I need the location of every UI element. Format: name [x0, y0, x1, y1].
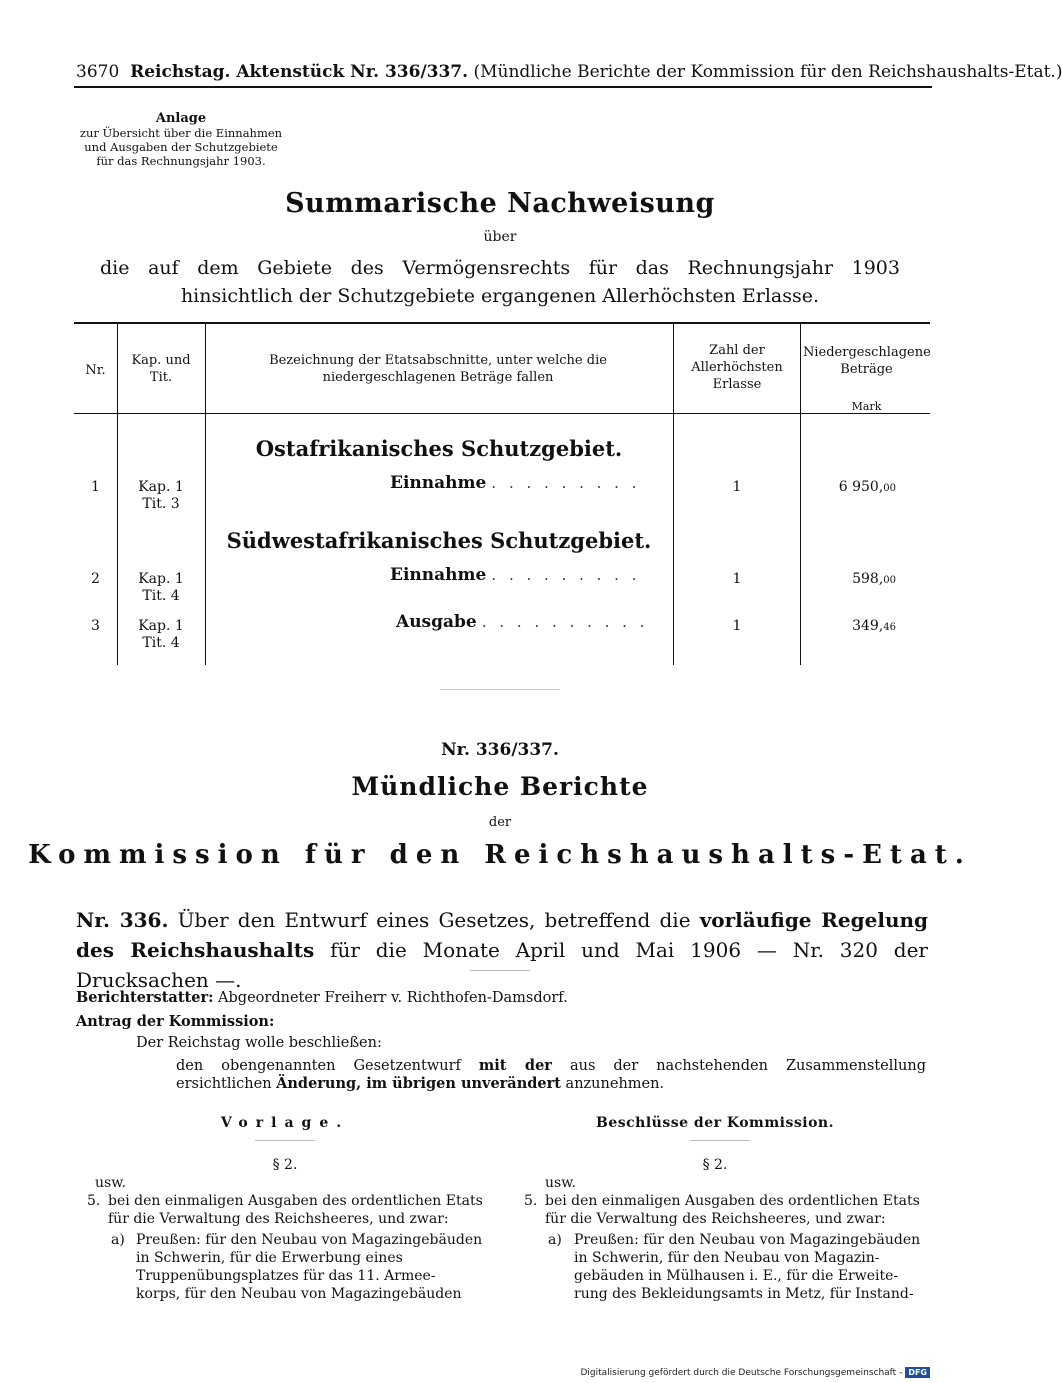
separator-rule [255, 1140, 315, 1141]
table-col-divider [673, 323, 674, 665]
nachweisung-subtitle: die auf dem Gebiete des Vermögensrechts für das Rechnungsjahr 1903 hinsichtlich der Schutzgebiete ergangenen Allerhöchsten Erlasse. [100, 257, 900, 307]
vorlage-usw: usw. [95, 1175, 126, 1191]
antrag-text: den obengenannten Gesetzentwurf [176, 1058, 479, 1074]
row-kap: Kap. 1 [138, 618, 184, 634]
running-title: Reichstag. Aktenstück Nr. 336/337. [130, 62, 469, 82]
row-label-group [396, 612, 648, 632]
row-amount-cents: 00 [883, 483, 896, 494]
anlage-line: zur Übersicht über die Einnahmen [79, 126, 283, 140]
berichte-title: Mündliche Berichte [351, 772, 649, 801]
row-dots: . . . . . . . . . [491, 566, 641, 584]
row-amount-cents: 00 [883, 575, 896, 586]
beschluesse-usw: usw. [545, 1175, 576, 1191]
row-nr: 3 [91, 618, 100, 634]
beschluesse-line: Preußen: für den Neubau von Magazingebäuden [574, 1232, 921, 1248]
beschluesse-line: für die Verwaltung des Reichsheeres, und zwar: [545, 1211, 886, 1227]
antrag-text: anzunehmen. [560, 1076, 665, 1092]
row-kap: Kap. 1 [138, 479, 184, 495]
row-dots: . . . . . . . . . . [481, 613, 649, 631]
beschluesse-line: in Schwerin, für den Neubau von Magazin- [574, 1250, 880, 1266]
beschluesse-item-num: 5. [524, 1193, 538, 1209]
beschluesse-head: Beschlüsse der Kommission. [596, 1115, 834, 1131]
berichterstatter-label: Berichterstatter: [76, 989, 214, 1006]
th-betraege: Niedergeschlagene Beträge [803, 345, 931, 377]
antrag-emph: Änderung, im übrigen unverändert [276, 1075, 561, 1092]
row-tit: Tit. 4 [142, 588, 180, 604]
nachweisung-ueber: über [483, 229, 517, 245]
berichte-der: der [488, 815, 512, 830]
row-label-group [390, 565, 640, 585]
row-label-group [390, 473, 640, 493]
row-amount-main: 598, [852, 571, 884, 587]
page-number: 3670 [76, 62, 120, 82]
row-kap-tit [120, 571, 202, 605]
beschluesse-line: gebäuden in Mülhausen i. E., für die Erweite- [574, 1268, 899, 1284]
vorlage-sub-label: a) [111, 1232, 125, 1248]
nr336-text: Über den Entwurf eines Gesetzes, betreffend die [168, 908, 700, 932]
row-amount [786, 571, 896, 587]
row-amount [786, 479, 896, 495]
anlage-line: und Ausgaben der Schutzgebiete [84, 140, 278, 154]
row-amount-main: 6 950, [838, 479, 884, 495]
row-zahl: 1 [732, 618, 742, 634]
berichte-kommission: Kommission für den Reichshaushalts-Etat. [28, 840, 972, 870]
th-mark: Mark [851, 400, 882, 413]
beschluesse-sub-text [574, 1231, 920, 1303]
running-head [76, 62, 1062, 82]
row-amount-cents: 46 [883, 622, 896, 633]
vorlage-line: für die Verwaltung des Reichsheeres, und zwar: [108, 1211, 449, 1227]
berichte-nr: Nr. 336/337. [441, 740, 559, 760]
separator-rule [470, 970, 530, 971]
beschluesse-sub-label: a) [548, 1232, 562, 1248]
antrag-text: aus der nachstehenden Zusammenstellung [551, 1058, 926, 1074]
row-amount [786, 618, 896, 634]
row-nr: 2 [91, 571, 100, 587]
vorlage-line: in Schwerin, für die Erwerbung eines [136, 1250, 403, 1266]
vorlage-head: Vorlage. [220, 1115, 350, 1131]
row-amount-main: 349, [852, 618, 884, 634]
row-dots: . . . . . . . . . [491, 474, 641, 492]
row-label: Ausgabe [396, 612, 477, 632]
table-top-rule [74, 322, 930, 324]
row-kap-tit [120, 479, 202, 513]
antrag-emph: mit der [478, 1057, 552, 1074]
beschluesse-para: § 2. [702, 1157, 728, 1173]
footer-text: Digitalisierung gefördert durch die Deutsche Forschungsgemeinschaft - [580, 1368, 903, 1378]
running-title-rest: (Mündliche Berichte der Kommission für den Reichshaushalts-Etat.) [468, 62, 1062, 82]
vorlage-sub-text [136, 1231, 482, 1303]
antrag-line: Der Reichstag wolle beschließen: [136, 1035, 382, 1051]
vorlage-item-num: 5. [87, 1193, 101, 1209]
antrag-line [176, 1074, 664, 1094]
header-rule [74, 86, 932, 88]
row-label: Einnahme [390, 565, 487, 585]
nr336-text: für die Monate April und Mai 1906 — Nr. 320 der Drucksachen —. [76, 938, 928, 992]
nr336-lead: Nr. 336. [76, 908, 169, 932]
antrag-label: Antrag der Kommission: [76, 1013, 275, 1030]
vorlage-para: § 2. [272, 1157, 298, 1173]
antrag-text: ersichtlichen [176, 1076, 277, 1092]
row-tit: Tit. 4 [142, 635, 180, 651]
th-nr: Nr. [85, 363, 106, 378]
beschluesse-line: bei den einmaligen Ausgaben des ordentlichen Etats [545, 1193, 920, 1209]
row-kap-tit [120, 618, 202, 652]
anlage-title: Anlage [155, 111, 207, 126]
row-zahl: 1 [732, 479, 742, 495]
row-nr: 1 [91, 479, 100, 495]
anlage-note [76, 112, 286, 168]
table-col-divider [117, 323, 118, 665]
table-header-rule [74, 413, 930, 414]
vorlage-line: Truppenübungsplatzes für das 11. Armee- [136, 1268, 436, 1284]
nr336-paragraph [76, 905, 928, 995]
dfg-logo: DFG [905, 1367, 930, 1378]
row-label: Einnahme [390, 473, 487, 493]
th-kap-tit: Kap. und Tit. [131, 353, 191, 385]
vorlage-line: bei den einmaligen Ausgaben des ordentlichen Etats [108, 1193, 483, 1209]
row-zahl: 1 [732, 571, 742, 587]
table-col-divider [205, 323, 206, 665]
section-title: Ostafrikanisches Schutzgebiet. [255, 436, 623, 461]
row-tit: Tit. 3 [142, 496, 180, 512]
section-title: Südwestafrikanisches Schutzgebiet. [226, 528, 652, 553]
row-kap: Kap. 1 [138, 571, 184, 587]
anlage-line: für das Rechnungsjahr 1903. [96, 154, 266, 168]
separator-rule [440, 689, 560, 690]
th-bezeichnung: Bezeichnung der Etatsabschnitte, unter welche die niedergeschlagenen Beträge fallen [269, 353, 607, 385]
berichterstatter [76, 988, 568, 1008]
nachweisung-title: Summarische Nachweisung [285, 188, 715, 219]
beschluesse-item-text [545, 1192, 920, 1228]
vorlage-item-text [108, 1192, 483, 1228]
vorlage-line: Preußen: für den Neubau von Magazingebäuden [136, 1232, 483, 1248]
antrag-line [176, 1056, 926, 1076]
th-zahl: Zahl der Allerhöchsten Erlasse [691, 343, 783, 392]
berichterstatter-name: Abgeordneter Freiherr v. Richthofen-Damsdorf. [213, 990, 568, 1006]
separator-rule [690, 1140, 750, 1141]
beschluesse-line: rung des Bekleidungsamts in Metz, für Instand- [574, 1286, 914, 1302]
vorlage-line: korps, für den Neubau von Magazingebäuden [136, 1286, 462, 1302]
nr336-emph: vorläufige Regelung des Reichshaushalts [76, 908, 929, 962]
footer-credit [580, 1367, 930, 1378]
